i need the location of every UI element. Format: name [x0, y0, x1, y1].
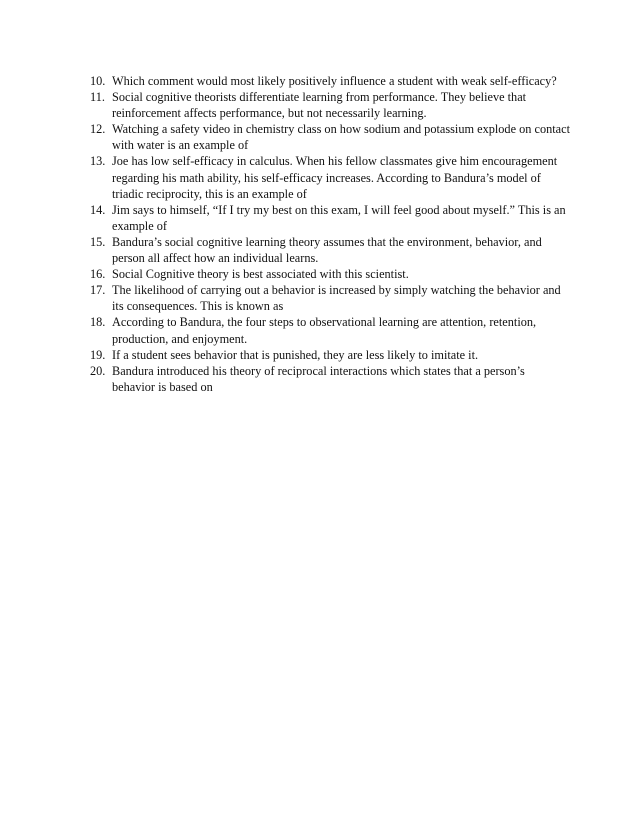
question-text: Watching a safety video in chemistry class on how sodium and potassium explode on contact with water is an example of — [112, 122, 570, 153]
question-number: 13. — [90, 154, 106, 169]
question-number: 12. — [90, 122, 106, 137]
question-text: Which comment would most likely positively influence a student with weak self-efficacy? — [112, 74, 557, 88]
question-number: 16. — [90, 267, 106, 282]
question-number: 11. — [90, 90, 105, 105]
question-text: The likelihood of carrying out a behavior is increased by simply watching the behavior and its consequences. This is known as — [112, 283, 561, 314]
question-item-13 — [90, 153, 570, 201]
question-item-15 — [90, 234, 570, 266]
question-number: 19. — [90, 347, 106, 362]
question-item-16 — [90, 266, 570, 282]
question-text: Joe has low self-efficacy in calculus. When his fellow classmates give him encouragement regarding his math ability, his self-efficacy increases. According to Bandura’s model of triadic reciprocity, this is an example of — [112, 154, 558, 201]
question-item-11 — [90, 89, 570, 121]
question-text: Bandura introduced his theory of reciprocal interactions which states that a person’s behavior is based on — [112, 363, 525, 394]
question-number: 17. — [90, 283, 106, 298]
question-number: 14. — [90, 202, 106, 217]
question-item-19 — [90, 347, 570, 363]
question-text: Social Cognitive theory is best associated with this scientist. — [112, 267, 409, 282]
question-item-17 — [90, 282, 570, 314]
question-text: Social cognitive theorists differentiate learning from performance. They believe that reinforcement affects performance, but not necessarily learning. — [112, 90, 527, 121]
question-item-20 — [90, 363, 570, 395]
question-text: Bandura’s social cognitive learning theory assumes that the environment, behavior, and person all affect how an individual learns. — [112, 234, 542, 266]
question-number: 20. — [90, 363, 106, 378]
question-item-18 — [90, 314, 570, 346]
question-number: 18. — [90, 315, 106, 330]
question-text: Jim says to himself, “If I try my best on this exam, I will feel good about myself.” This is an example of — [112, 202, 566, 233]
question-item-10 — [90, 73, 570, 89]
question-text: If a student sees behavior that is punished, they are less likely to imitate it. — [112, 347, 479, 362]
question-number: 15. — [90, 234, 106, 249]
question-item-12 — [90, 121, 570, 153]
question-item-14 — [90, 202, 570, 234]
question-list — [90, 73, 570, 395]
question-text: According to Bandura, the four steps to observational learning are attention, retention, production, and enjoyment. — [112, 315, 537, 346]
question-number: 10. — [90, 74, 106, 88]
